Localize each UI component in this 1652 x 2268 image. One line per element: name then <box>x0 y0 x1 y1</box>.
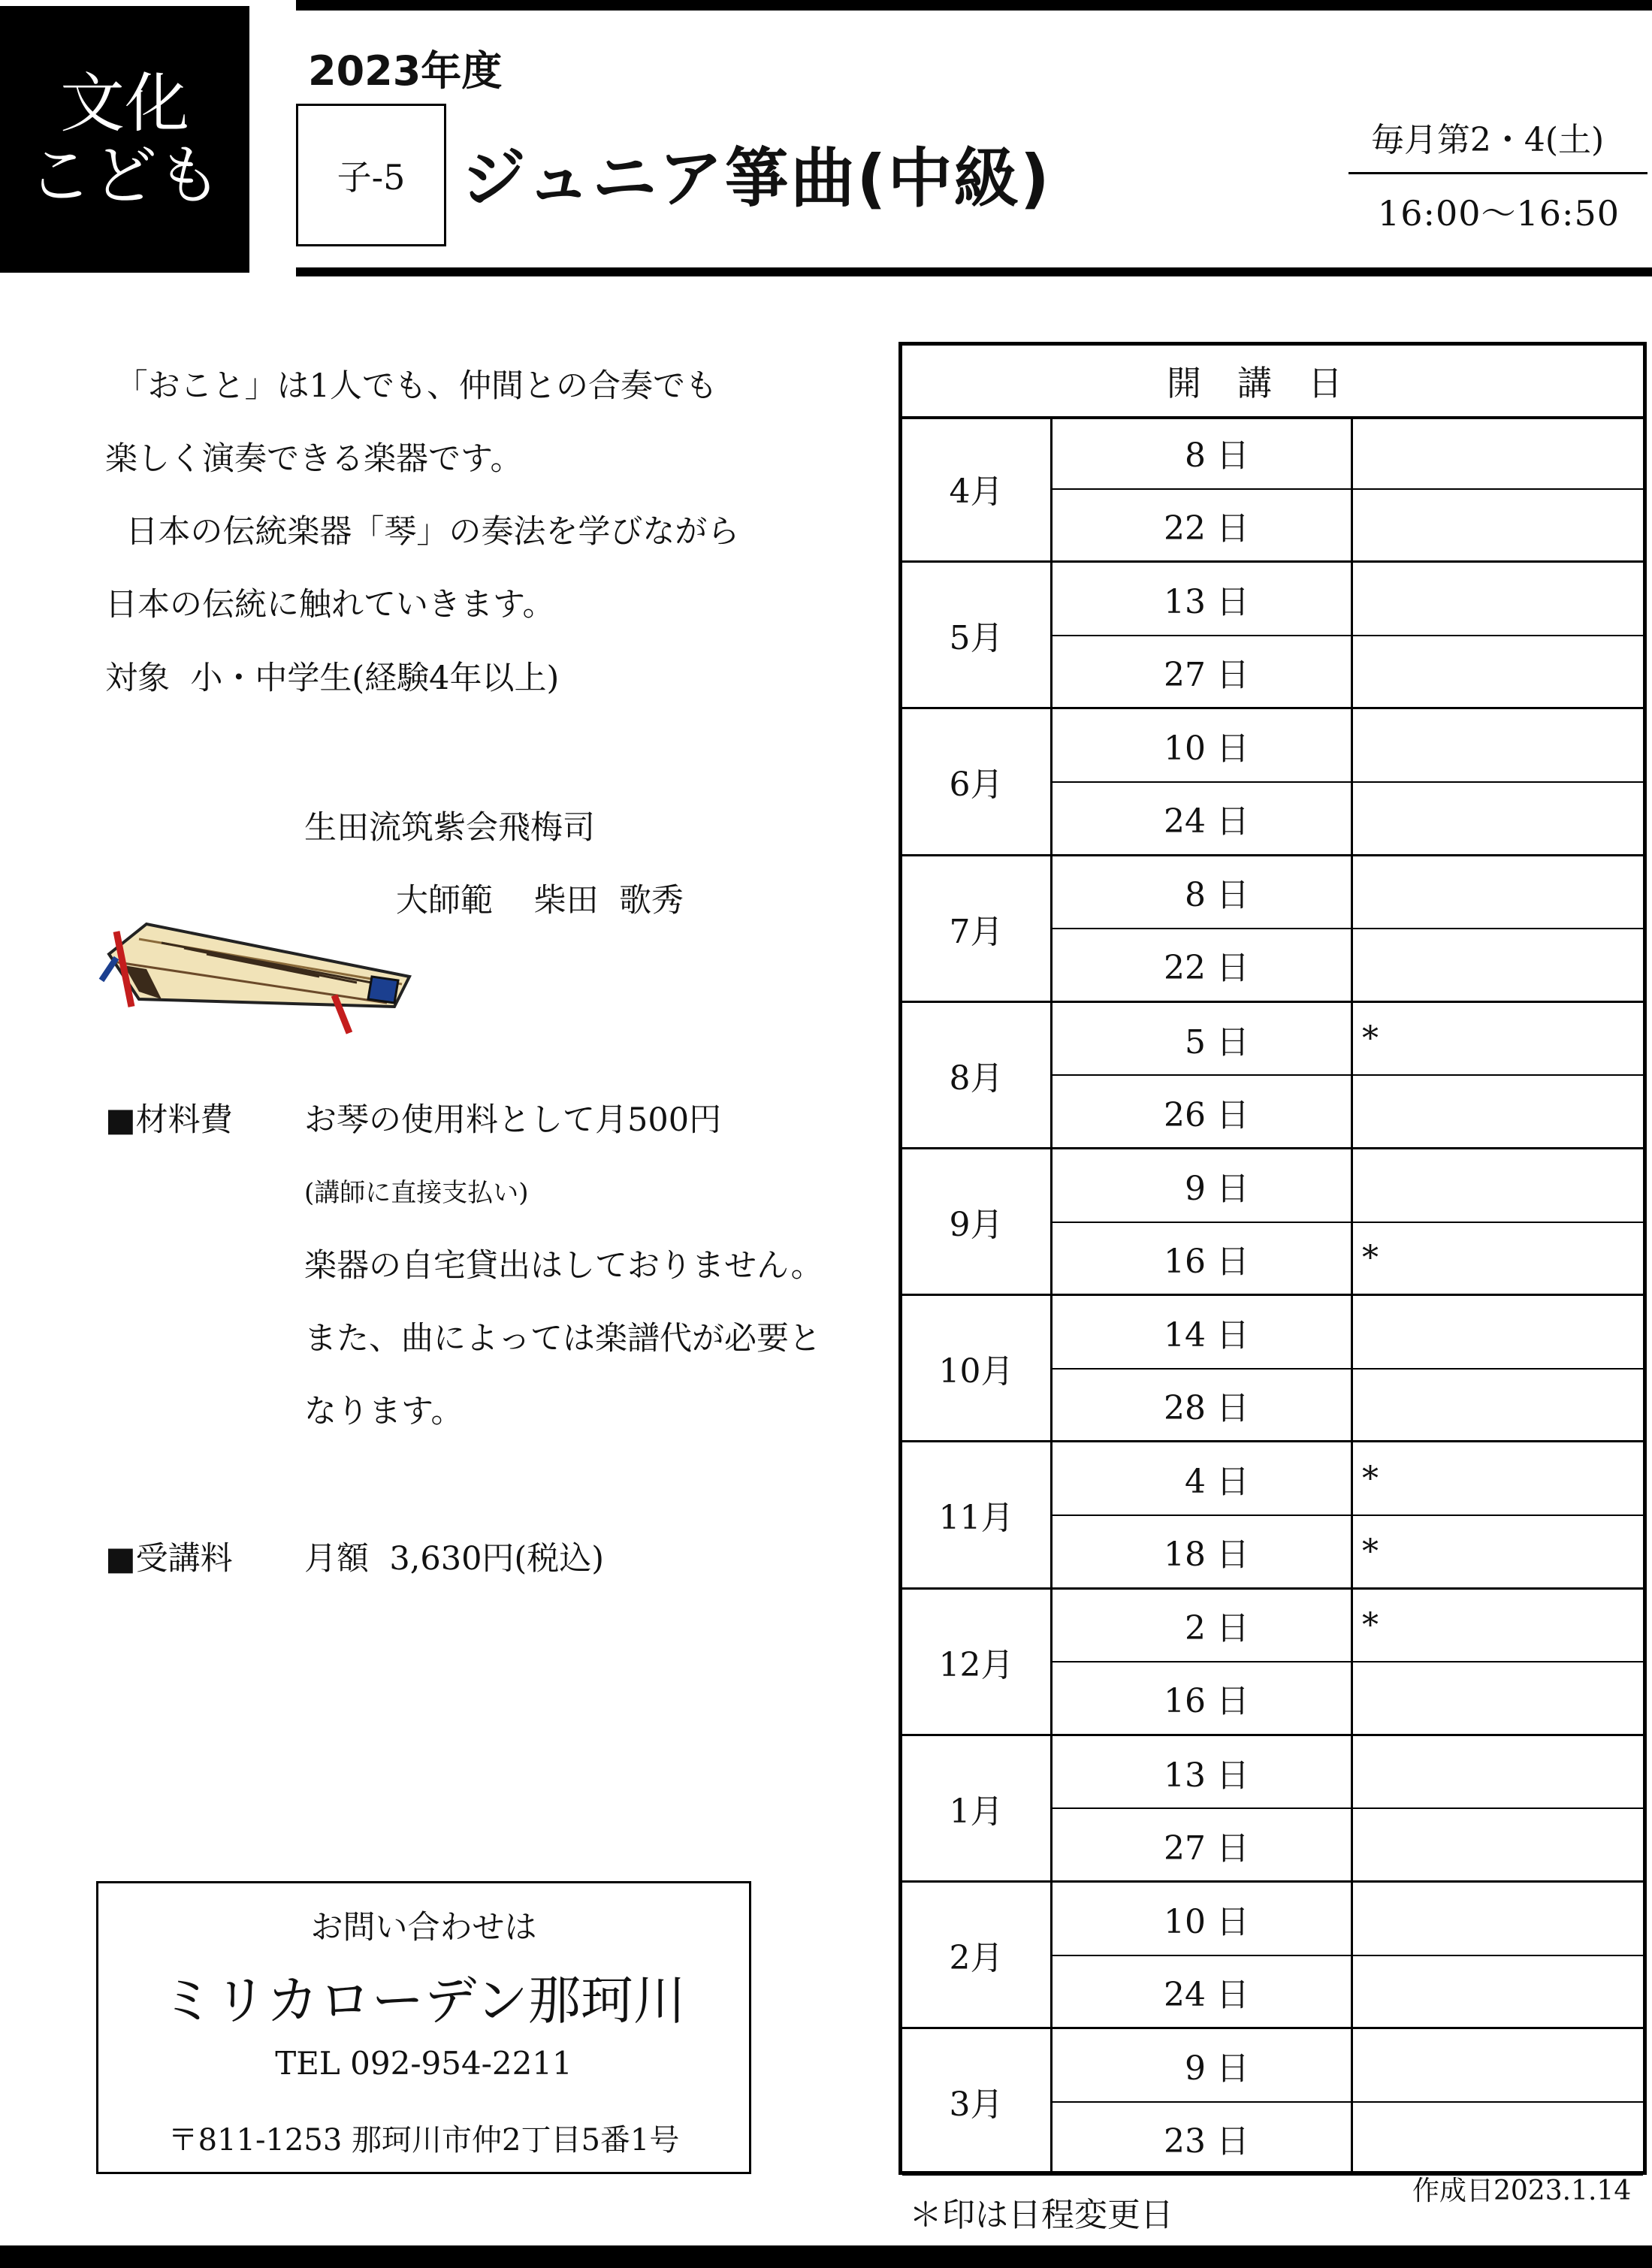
month-cell: 1月 <box>902 1736 1053 1883</box>
day-cell: 10 日 <box>1053 709 1353 783</box>
month-cell: 12月 <box>902 1590 1053 1736</box>
course-code: 子-5 <box>337 157 406 198</box>
contact-venue: ミリカローデン那珂川 <box>162 1970 686 2031</box>
month-cell: 5月 <box>902 563 1053 709</box>
change-mark-cell <box>1353 1809 1643 1883</box>
contact-tel: TEL 092-954-2211 <box>275 2045 572 2082</box>
intro-line-3: 日本の伝統楽器「琴」の奏法を学びながら <box>105 513 740 551</box>
day-cell: 22 日 <box>1053 929 1353 1003</box>
category-badge <box>0 6 249 273</box>
day-cell: 5 日 <box>1053 1003 1353 1077</box>
change-mark-cell: * <box>1353 1223 1643 1297</box>
created-date: 作成日2023.1.14 <box>1412 2176 1632 2206</box>
contact-address: 〒811-1253 那珂川市仲2丁目5番1号 <box>168 2123 680 2158</box>
change-mark-cell <box>1353 1956 1643 2030</box>
change-mark-cell <box>1353 1296 1643 1370</box>
day-cell: 16 日 <box>1053 1662 1353 1736</box>
course-code-box <box>296 104 446 246</box>
change-mark-cell <box>1353 636 1643 710</box>
footnote: ＊印は日程変更日 <box>909 2196 1173 2234</box>
day-cell: 27 日 <box>1053 636 1353 710</box>
header-bottom-rule <box>296 267 1652 276</box>
change-mark-cell <box>1353 2103 1643 2176</box>
day-cell: 28 日 <box>1053 1370 1353 1443</box>
tuition-value: 月額 3,630円(税込) <box>304 1540 604 1578</box>
month-cell: 9月 <box>902 1149 1053 1296</box>
schedule-days: 毎月第2・4(土) <box>1370 121 1605 159</box>
day-cell: 24 日 <box>1053 1956 1353 2030</box>
day-cell: 18 日 <box>1053 1516 1353 1590</box>
material-fee-line-3: また、曲によっては楽譜代が必要と <box>304 1320 821 1357</box>
change-mark-cell: * <box>1353 1590 1643 1663</box>
intro-line-4: 日本の伝統に触れていきます。 <box>105 586 555 624</box>
day-cell: 8 日 <box>1053 856 1353 930</box>
day-cell: 4 日 <box>1053 1442 1353 1516</box>
change-mark-cell <box>1353 1149 1643 1223</box>
month-cell: 11月 <box>902 1442 1053 1589</box>
change-mark-cell <box>1353 2029 1643 2103</box>
category-line-1: 文化 <box>60 65 189 141</box>
course-title: ジュニア箏曲(中級) <box>461 141 1051 216</box>
day-cell: 13 日 <box>1053 1736 1353 1810</box>
change-mark-cell <box>1353 783 1643 856</box>
contact-box <box>96 1881 751 2174</box>
day-cell: 10 日 <box>1053 1883 1353 1956</box>
schedule-table <box>898 342 1647 2175</box>
day-cell: 16 日 <box>1053 1223 1353 1297</box>
month-cell: 8月 <box>902 1003 1053 1149</box>
change-mark-cell <box>1353 1370 1643 1443</box>
schedule-divider <box>1348 172 1647 174</box>
intro-line-1: 「おこと」は1人でも、仲間との合奏でも <box>105 367 718 405</box>
month-cell: 2月 <box>902 1883 1053 2029</box>
schedule-time: 16:00〜16:50 <box>1377 193 1620 234</box>
month-cell: 4月 <box>902 416 1053 563</box>
change-mark-cell <box>1353 416 1643 490</box>
teacher-name: 大師範 柴田 歌秀 <box>396 882 684 920</box>
change-mark-cell <box>1353 1076 1643 1149</box>
month-cell: 7月 <box>902 856 1053 1003</box>
month-cell: 6月 <box>902 709 1053 856</box>
change-mark-cell <box>1353 1883 1643 1956</box>
change-mark-cell: * <box>1353 1442 1643 1516</box>
day-cell: 2 日 <box>1053 1590 1353 1663</box>
day-cell: 9 日 <box>1053 1149 1353 1223</box>
day-cell: 9 日 <box>1053 2029 1353 2103</box>
month-cell: 10月 <box>902 1296 1053 1442</box>
change-mark-cell <box>1353 1662 1643 1736</box>
change-mark-cell <box>1353 709 1643 783</box>
material-fee-label: ■材料費 <box>105 1101 233 1139</box>
koto-illustration-icon <box>94 909 421 1037</box>
change-mark-cell <box>1353 1736 1643 1810</box>
tuition-label: ■受講料 <box>105 1540 233 1578</box>
day-cell: 14 日 <box>1053 1296 1353 1370</box>
target-audience: 対象 小・中学生(経験4年以上) <box>105 660 560 697</box>
change-mark-cell: * <box>1353 1516 1643 1590</box>
day-cell: 26 日 <box>1053 1076 1353 1149</box>
day-cell: 24 日 <box>1053 783 1353 856</box>
table-header <box>902 346 1643 419</box>
intro-line-2: 楽しく演奏できる楽器です。 <box>105 440 523 478</box>
material-fee-line-4: なります。 <box>304 1393 464 1430</box>
material-fee-line-2: 楽器の自宅貸出はしておりません。 <box>304 1247 823 1285</box>
day-cell: 13 日 <box>1053 563 1353 636</box>
change-mark-cell <box>1353 929 1643 1003</box>
day-cell: 22 日 <box>1053 490 1353 563</box>
day-cell: 27 日 <box>1053 1809 1353 1883</box>
page-bottom-rule <box>0 2245 1652 2268</box>
table-header-label: 開講日 <box>1167 363 1379 403</box>
change-mark-cell <box>1353 856 1643 930</box>
change-mark-cell <box>1353 563 1643 636</box>
fiscal-year: 2023年度 <box>308 47 503 95</box>
category-line-2: こども <box>28 137 222 213</box>
material-fee-text: お琴の使用料として月500円 <box>304 1101 722 1139</box>
month-cell: 3月 <box>902 2029 1053 2176</box>
teacher-school: 生田流筑紫会飛梅司 <box>304 809 595 847</box>
header-top-rule <box>296 0 1652 11</box>
material-fee-note: (講師に直接支払い) <box>304 1178 529 1208</box>
change-mark-cell <box>1353 490 1643 563</box>
day-cell: 23 日 <box>1053 2103 1353 2176</box>
day-cell: 8 日 <box>1053 416 1353 490</box>
contact-heading: お問い合わせは <box>310 1909 537 1946</box>
change-mark-cell: * <box>1353 1003 1643 1077</box>
